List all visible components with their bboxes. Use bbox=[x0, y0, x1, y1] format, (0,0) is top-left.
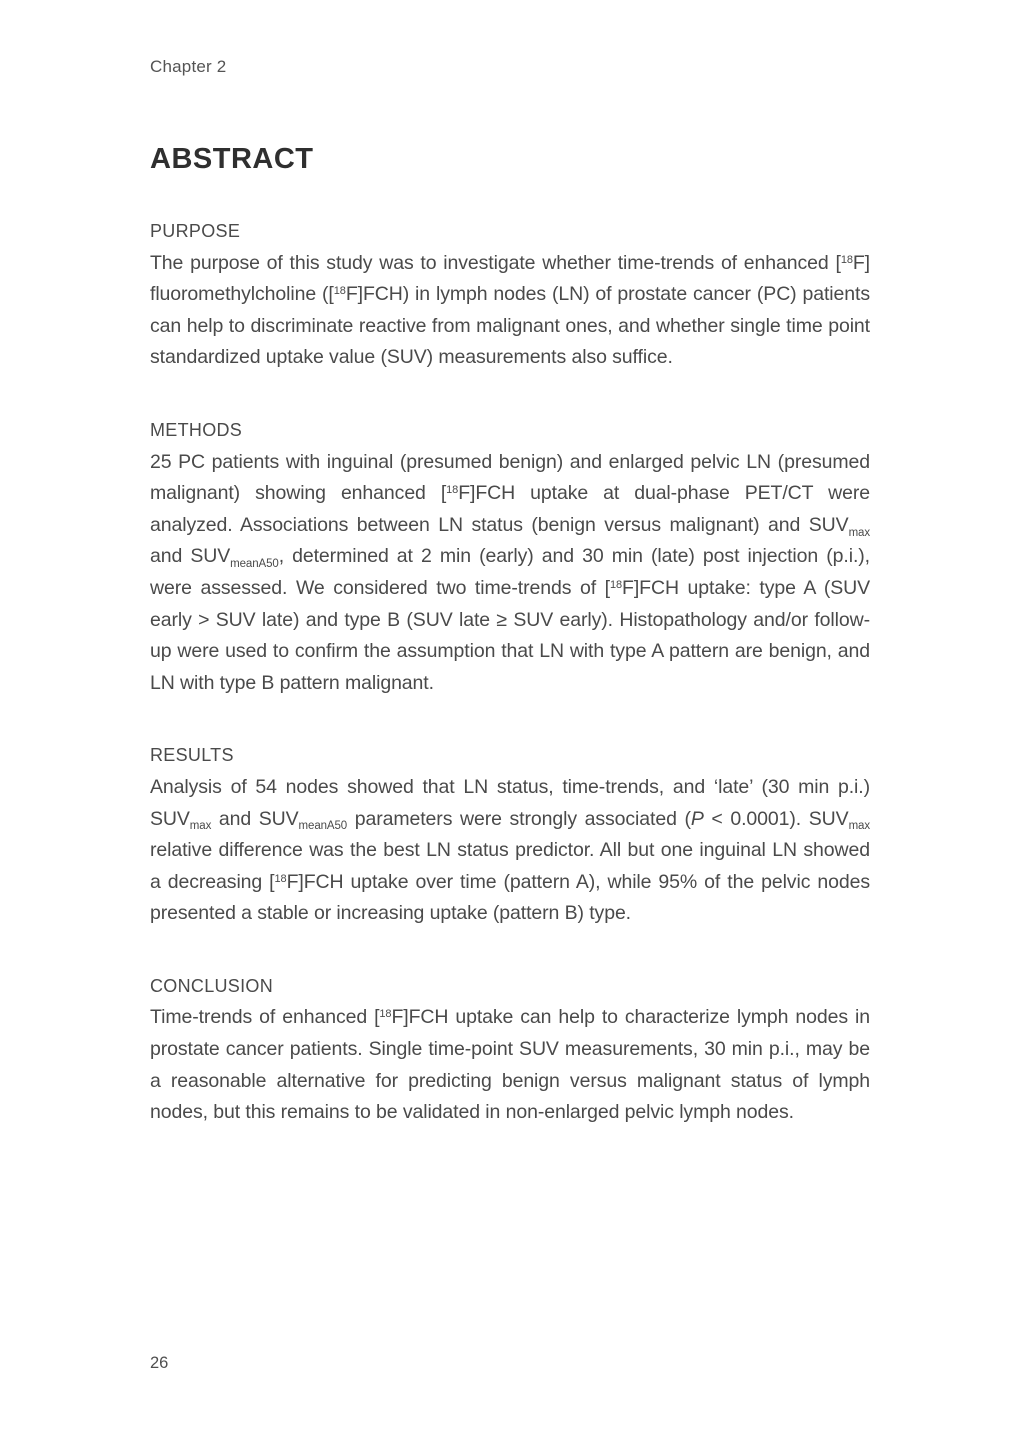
section-heading: CONCLUSION bbox=[150, 975, 274, 996]
page-title: ABSTRACT bbox=[150, 143, 314, 175]
sections bbox=[150, 216, 870, 1129]
section-paragraph: Time-trends of enhanced [$^{18}$F]FCH uptake can help to characterize lymph nodes in prostate cancer patients. Single time-point SUV measurements, 30 min p.i., may be a reasonable alternative for predicting benign versus malignant status of lymph nodes, but this remains to be validated in non-enlarged pelvic lymph nodes. bbox=[150, 1006, 870, 1124]
page-number: 26 bbox=[150, 1354, 169, 1372]
section-heading: METHODS bbox=[150, 419, 243, 440]
section-paragraph: 25 PC patients with inguinal (presumed benign) and enlarged pelvic LN (presumed malignant) showing enhanced [$^{18}$F]FCH uptake at dual-phase PET/CT were analyzed. Associations between LN status (benign versus malignant) and $SUV_{max}$ and $SUV_{meanA50}$, determined at 2 min (early) and 30 min (late) post injection (p.i.), were assessed. We considered two time-trends of [$^{18}$F]FCH uptake: type A (SUV early > SUV late) and type B (SUV late ≥ SUV early). Histopathology and/or follow-up were used to confirm the assumption that LN with type A pattern are benign, and LN with type B pattern malignant. bbox=[150, 450, 871, 694]
section-heading: RESULTS bbox=[150, 745, 234, 766]
section bbox=[150, 740, 870, 930]
section-paragraph: Analysis of 54 nodes showed that LN status, time-trends, and ‘late’ (30 min p.i.) $SUV_{max}$ and $SUV_{meanA50}$ parameters were strongly associated (P < 0.0001). $SUV_{max}$ relative difference was the best LN status predictor. All but one inguinal LN showed a decreasing [$^{18}$F]FCH uptake over time (pattern A), while 95% of the pelvic nodes presented a stable or increasing uptake (pattern B) type. bbox=[150, 775, 870, 925]
section bbox=[150, 216, 870, 374]
chapter-label: Chapter 2 bbox=[150, 57, 227, 76]
section bbox=[150, 415, 870, 699]
section-heading: PURPOSE bbox=[150, 221, 241, 241]
section-paragraph: The purpose of this study was to investigate whether time-trends of enhanced [$^{18}$F] fluoromethylcholine ([$^{18}$F]FCH) in lymph nodes (LN) of prostate cancer (PC) patients can help to discriminate reactive from malignant ones, and whether single time point standardized uptake value (SUV) measurements also suffice. bbox=[150, 251, 871, 369]
page-content bbox=[150, 54, 870, 1129]
section bbox=[150, 971, 870, 1129]
